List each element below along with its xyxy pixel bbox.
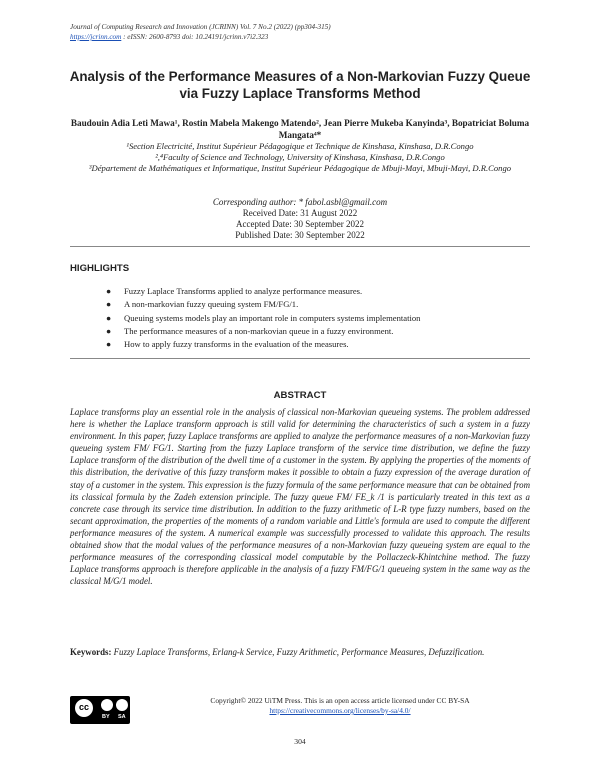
license-link[interactable]: https://creativecommons.org/licenses/by-sa/4.0/: [269, 706, 411, 715]
journal-header: [70, 22, 331, 42]
bullet-icon: ●: [106, 299, 112, 310]
highlight-item: ● Queuing systems models play an important role in computers systems implementation: [106, 312, 526, 325]
copyright-text: Copyright© 2022 UiTM Press. This is an open access article licensed under CC BY-SA: [210, 696, 470, 705]
received-date: Received Date: 31 August 2022: [242, 208, 358, 218]
divider: [70, 358, 530, 359]
keywords: [70, 646, 530, 658]
paper-title: Analysis of the Performance Measures of a Non-Markovian Fuzzy Queue via Fuzzy Laplace Transforms Method: [69, 69, 531, 101]
keywords-label: Keywords:: [70, 647, 112, 657]
bullet-icon: ●: [106, 339, 112, 350]
bullet-icon: ●: [106, 325, 112, 336]
abstract-text: Laplace transforms play an essential role in the analysis of classical non-Markovian queueing systems. The problem addressed here is whether the Laplace transform approach is still valid for determining the characteristics of such a system in a fuzzy environment. In this paper, fuzzy Laplace transforms are applied to analyze the performance measures of a non-Markovian fuzzy queueing system FM/ FG/1. Starting from the fuzzy Laplace transform of the service time distribution, we define the fuzzy Laplace transform of the distribution of the dwell time of a customer in the system. By applying the properties of the moments of this distribution, the derivative of this fuzzy transform makes it possible to obtain a fuzzy expression of the average duration of stay of a customer in the system. This expression is the fuzzy formula of the same performance measure that can be obtained from its classical formula by the Zadeh extension principle. The fuzzy queue FM/ FE_k /1 is particularly treated in this text as a concrete case through its service time distribution. In addition to the fuzzy arithmetic of L-R type fuzzy numbers, based on the secant approximation, the properties of the moments of a random variable and Little's formula are used to compute the different performance measures of the system. A numerical example was successfully processed to validate this approach. The results obtained show that the modal values of the performance measures of a non-Markovian fuzzy queueing system are equal to the performance measures of the corresponding classical model computable by the Pollaczeck-Khintchine method. The fuzzy Laplace transforms approach is therefore applicable in the analysis of a fuzzy FM/FG/1 queueing system in the same way as the classical M/G/1 model.: [70, 407, 530, 587]
highlight-item: ● A non-markovian fuzzy queuing system FM/FG/1.: [106, 298, 526, 311]
keywords-text: Fuzzy Laplace Transforms, Erlang-k Service, Fuzzy Arithmetic, Performance Measures, Defuzzification.: [111, 647, 485, 657]
cc-logo-text: cc: [78, 702, 89, 712]
accepted-date: Accepted Date: 30 September 2022: [236, 219, 364, 229]
highlight-item: ● Fuzzy Laplace Transforms applied to analyze performance measures.: [106, 285, 526, 298]
journal-line2: [70, 32, 331, 42]
divider: [70, 246, 530, 247]
affiliation-2: ²,⁴Faculty of Science and Technology, University of Kinshasa, Kinshasa, D.R.Congo: [155, 152, 445, 162]
bullet-icon: ●: [106, 286, 112, 296]
author-list: Baudouin Adia Leti Mawa¹, Rostin Mabela Makengo Matendo², Jean Pierre Mukeba Kanyinda³, Bopatriciat Boluma Mangata⁴*: [70, 118, 530, 140]
journal-issn-doi: : eISSN: 2600-8793 doi: 10.24191/jcrinn.v7i2.323: [121, 33, 269, 41]
cc-sa-label: SA: [118, 714, 126, 720]
highlight-item: ● How to apply fuzzy transforms in the evaluation of the measures.: [106, 338, 526, 351]
highlights-list: [106, 285, 526, 351]
journal-link[interactable]: https://jcrinn.com: [70, 33, 122, 41]
abstract-heading: ABSTRACT: [273, 390, 327, 401]
journal-citation: Journal of Computing Research and Innovation (JCRINN) Vol. 7 No.2 (2022) (pp304-315): [70, 23, 331, 31]
highlight-item: ● The performance measures of a non-markovian queue in a fuzzy environment.: [106, 325, 526, 338]
affiliation-1: ¹Section Electricité, Institut Supérieur Pédagogique et Technique de Kinshasa, Kinshasa, D.R.Congo: [126, 141, 474, 151]
page-number: 304: [294, 737, 306, 746]
share-alike-icon: [116, 699, 128, 711]
affiliation-3: ³Département de Mathématiques et Informatique, Institut Supérieur Pédagogique de Mbuji-Mayi, Mbuji-Mayi, D.R.Congo: [88, 163, 512, 173]
bullet-icon: ●: [106, 312, 112, 323]
copyright-notice: [150, 696, 530, 716]
highlights-heading: HIGHLIGHTS: [70, 263, 130, 274]
cc-by-label: BY: [102, 714, 110, 720]
corresponding-author: Corresponding author: * fabol.asbl@gmail.com: [212, 197, 388, 207]
published-date: Published Date: 30 September 2022: [235, 230, 365, 240]
attribution-icon: [101, 699, 113, 711]
